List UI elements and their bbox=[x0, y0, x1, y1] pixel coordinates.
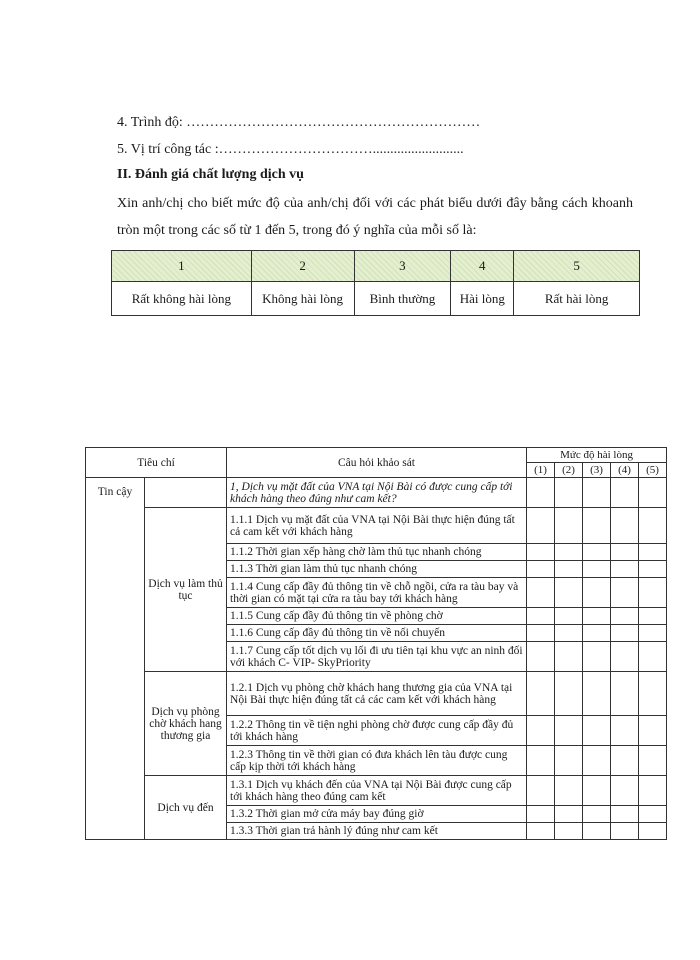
question-row bbox=[86, 672, 667, 716]
score-cell[interactable] bbox=[639, 716, 667, 746]
question-row bbox=[86, 508, 667, 544]
scale-number: 3 bbox=[354, 251, 451, 282]
score-cell[interactable] bbox=[555, 806, 583, 823]
score-cell[interactable] bbox=[527, 746, 555, 776]
score-cell[interactable] bbox=[611, 642, 639, 672]
score-cell[interactable] bbox=[527, 561, 555, 578]
subgroup-label: Dịch vụ phòng chờ khách hang thương gia bbox=[145, 672, 227, 776]
score-cell[interactable] bbox=[611, 578, 639, 608]
score-cell[interactable] bbox=[611, 716, 639, 746]
question-text: 1.1.7 Cung cấp tốt dịch vụ lối đi ưu tiên tại khu vực an ninh đối với khách C- VIP- SkyPriority bbox=[227, 642, 527, 672]
score-cell[interactable] bbox=[639, 508, 667, 544]
scale-label: Bình thường bbox=[354, 282, 451, 316]
score-cell[interactable] bbox=[611, 561, 639, 578]
satisfaction-header: Mức độ hài lòng bbox=[527, 448, 667, 463]
score-cell[interactable] bbox=[583, 478, 611, 508]
empty-cell bbox=[145, 478, 227, 508]
question-text: 1.1.4 Cung cấp đầy đủ thông tin về chỗ ngồi, cửa ra tàu bay và thời gian có mặt tại cửa ra tàu bay tới khách hàng bbox=[227, 578, 527, 608]
score-cell[interactable] bbox=[583, 823, 611, 840]
score-cell[interactable] bbox=[583, 806, 611, 823]
question-text: 1.1.2 Thời gian xếp hàng chờ làm thủ tục nhanh chóng bbox=[227, 544, 527, 561]
score-cell[interactable] bbox=[527, 625, 555, 642]
score-cell[interactable] bbox=[527, 508, 555, 544]
score-cell[interactable] bbox=[639, 806, 667, 823]
score-cell[interactable] bbox=[527, 544, 555, 561]
question-row bbox=[86, 776, 667, 806]
score-cell[interactable] bbox=[639, 608, 667, 625]
score-cell[interactable] bbox=[583, 642, 611, 672]
score-cell[interactable] bbox=[639, 776, 667, 806]
survey-header-row bbox=[86, 448, 667, 463]
score-cell[interactable] bbox=[611, 776, 639, 806]
score-cell[interactable] bbox=[611, 746, 639, 776]
score-cell[interactable] bbox=[555, 642, 583, 672]
score-cell[interactable] bbox=[639, 561, 667, 578]
question-text: 1.2.2 Thông tin về tiện nghi phòng chờ được cung cấp đầy đủ tới khách hàng bbox=[227, 716, 527, 746]
score-header: (5) bbox=[639, 463, 667, 478]
score-header: (3) bbox=[583, 463, 611, 478]
score-cell[interactable] bbox=[611, 508, 639, 544]
score-cell[interactable] bbox=[583, 672, 611, 716]
score-cell[interactable] bbox=[555, 776, 583, 806]
score-cell[interactable] bbox=[611, 806, 639, 823]
score-cell[interactable] bbox=[527, 608, 555, 625]
survey-table bbox=[85, 447, 667, 840]
score-cell[interactable] bbox=[611, 544, 639, 561]
score-cell[interactable] bbox=[555, 672, 583, 716]
score-cell[interactable] bbox=[639, 478, 667, 508]
education-field: 4. Trình độ: ……………………………………………………… bbox=[117, 115, 481, 130]
score-cell[interactable] bbox=[583, 561, 611, 578]
scale-table bbox=[111, 250, 640, 316]
scale-number-row bbox=[112, 251, 640, 282]
instruction-text: Xin anh/chị cho biết mức độ của anh/chị đối với các phát biểu dưới đây bằng cách khoanh tròn một trong các số từ 1 đến 5, trong đó ý nghĩa của mỗi số là: bbox=[117, 196, 633, 238]
question-text: 1.3.1 Dịch vụ khách đến của VNA tại Nội Bài được cung cấp tới khách hàng theo đúng cam kết bbox=[227, 776, 527, 806]
score-cell[interactable] bbox=[639, 578, 667, 608]
score-header: (1) bbox=[527, 463, 555, 478]
score-cell[interactable] bbox=[583, 508, 611, 544]
question-text: 1.3.3 Thời gian trả hành lý đúng như cam kết bbox=[227, 823, 527, 840]
score-cell[interactable] bbox=[583, 544, 611, 561]
question-text: 1.1.6 Cung cấp đầy đủ thông tin về nối chuyến bbox=[227, 625, 527, 642]
score-cell[interactable] bbox=[555, 823, 583, 840]
score-cell[interactable] bbox=[611, 625, 639, 642]
score-cell[interactable] bbox=[527, 806, 555, 823]
question-text: 1.1.5 Cung cấp đầy đủ thông tin về phòng chờ bbox=[227, 608, 527, 625]
score-cell[interactable] bbox=[527, 716, 555, 746]
score-cell[interactable] bbox=[555, 578, 583, 608]
scale-label: Rất hài lòng bbox=[514, 282, 640, 316]
criteria-header: Tiêu chí bbox=[86, 448, 227, 478]
score-cell[interactable] bbox=[527, 823, 555, 840]
score-cell[interactable] bbox=[639, 625, 667, 642]
score-cell[interactable] bbox=[555, 508, 583, 544]
subgroup-label: Dịch vụ đến bbox=[145, 776, 227, 840]
group-question: 1, Dịch vụ mặt đất của VNA tại Nội Bài có được cung cấp tới khách hàng theo đúng như cam kết? bbox=[227, 478, 527, 508]
score-cell[interactable] bbox=[639, 544, 667, 561]
score-cell[interactable] bbox=[555, 478, 583, 508]
score-cell[interactable] bbox=[583, 608, 611, 625]
question-text: 1.1.3 Thời gian làm thủ tục nhanh chóng bbox=[227, 561, 527, 578]
question-text: 1.3.2 Thời gian mở cửa máy bay đúng giờ bbox=[227, 806, 527, 823]
scale-number: 2 bbox=[251, 251, 354, 282]
score-cell[interactable] bbox=[555, 746, 583, 776]
score-cell[interactable] bbox=[555, 625, 583, 642]
score-cell[interactable] bbox=[527, 672, 555, 716]
score-cell[interactable] bbox=[527, 642, 555, 672]
subgroup-label: Dịch vụ làm thủ tục bbox=[145, 508, 227, 672]
scale-number: 5 bbox=[514, 251, 640, 282]
score-header: (4) bbox=[611, 463, 639, 478]
score-cell[interactable] bbox=[555, 561, 583, 578]
score-cell[interactable] bbox=[583, 716, 611, 746]
position-field: 5. Vị trí công tác :…………………………….......................... bbox=[117, 142, 464, 157]
scale-number: 1 bbox=[112, 251, 252, 282]
score-cell[interactable] bbox=[527, 578, 555, 608]
score-cell[interactable] bbox=[555, 608, 583, 625]
question-text: 1.2.1 Dịch vụ phòng chờ khách hang thương gia của VNA tại Nội Bài thực hiện đúng tất cả các cam kết với khách hàng bbox=[227, 672, 527, 716]
score-cell[interactable] bbox=[611, 478, 639, 508]
score-cell[interactable] bbox=[611, 672, 639, 716]
section-title: II. Đánh giá chất lượng dịch vụ bbox=[117, 167, 304, 182]
question-header: Câu hỏi khảo sát bbox=[227, 448, 527, 478]
score-cell[interactable] bbox=[639, 823, 667, 840]
scale-label: Hài lòng bbox=[451, 282, 514, 316]
scale-label-row bbox=[112, 282, 640, 316]
score-cell[interactable] bbox=[639, 672, 667, 716]
score-cell[interactable] bbox=[555, 544, 583, 561]
scale-label: Không hài lòng bbox=[251, 282, 354, 316]
group-question-row bbox=[86, 478, 667, 508]
score-header: (2) bbox=[555, 463, 583, 478]
score-cell[interactable] bbox=[611, 823, 639, 840]
score-cell[interactable] bbox=[583, 625, 611, 642]
score-cell[interactable] bbox=[583, 578, 611, 608]
score-cell[interactable] bbox=[639, 746, 667, 776]
score-cell[interactable] bbox=[611, 608, 639, 625]
scale-label: Rất không hài lòng bbox=[112, 282, 252, 316]
scale-number: 4 bbox=[451, 251, 514, 282]
score-cell[interactable] bbox=[555, 716, 583, 746]
question-text: 1.2.3 Thông tin về thời gian có đưa khách lên tàu được cung cấp kịp thời tới khách hàng bbox=[227, 746, 527, 776]
score-cell[interactable] bbox=[583, 776, 611, 806]
score-cell[interactable] bbox=[527, 776, 555, 806]
criterion-label: Tin cậy bbox=[86, 478, 145, 840]
score-cell[interactable] bbox=[639, 642, 667, 672]
question-text: 1.1.1 Dịch vụ mặt đất của VNA tại Nội Bài thực hiện đúng tất cả cam kết với khách hàng bbox=[227, 508, 527, 544]
score-cell[interactable] bbox=[583, 746, 611, 776]
score-cell[interactable] bbox=[527, 478, 555, 508]
